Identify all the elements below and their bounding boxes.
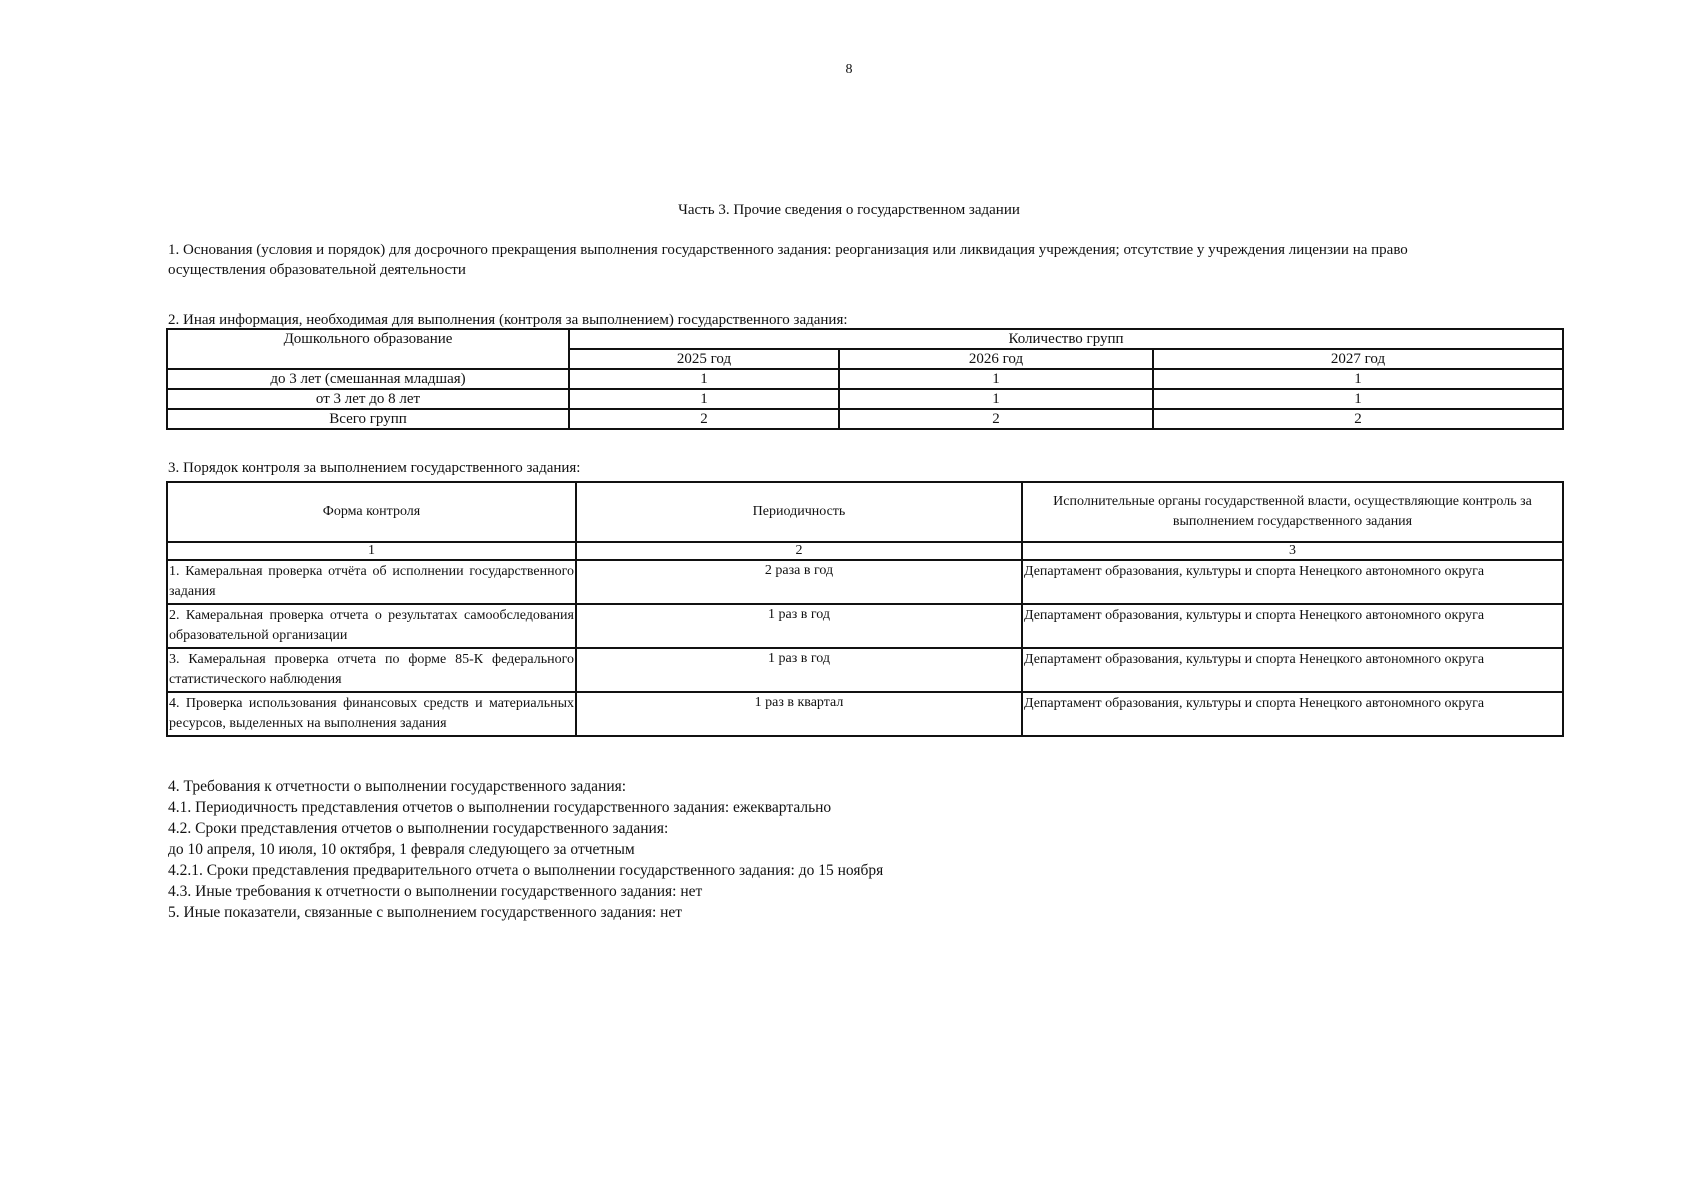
column-number: 2 [576,542,1022,560]
control-procedure-heading: 3. Порядок контроля за выполнением государственного задания: [168,460,581,476]
group-count: 2 [569,409,839,429]
reporting-requirements-heading: 4. Требования к отчетности о выполнении государственного задания: [168,778,627,795]
group-count: 1 [1153,369,1563,389]
group-count: 1 [569,389,839,409]
year-header: 2026 год [839,349,1153,369]
other-info-heading: 2. Иная информация, необходимая для выполнения (контроля за выполнением) государственного задания: [168,312,848,328]
early-termination-paragraph: 1. Основания (условия и порядок) для досрочного прекращения выполнения государственного задания: реорганизация или ликвидация учреждения; отсутствие у учреждения лицензии на право осуществления образовательной деятельности [168,242,1408,278]
group-label: Всего групп [167,409,569,429]
control-header-form: Форма контроля [167,482,576,542]
year-header: 2025 год [569,349,839,369]
control-period: 1 раз в квартал [576,692,1022,736]
control-form: 1. Камеральная проверка отчёта об исполнении государственного задания [167,560,576,604]
group-label: до 3 лет (смешанная младшая) [167,369,569,389]
group-count: 2 [839,409,1153,429]
preliminary-report-deadline: 4.2.1. Сроки представления предварительного отчета о выполнении государственного задания: до 15 ноября [168,862,884,879]
other-indicators: 5. Иные показатели, связанные с выполнением государственного задания: нет [168,904,683,921]
control-organ: Департамент образования, культуры и спорта Ненецкого автономного округа [1022,604,1563,648]
control-period: 1 раз в год [576,604,1022,648]
column-number: 1 [167,542,576,560]
groups-header-education: Дошкольного образование [167,329,569,369]
control-organ: Департамент образования, культуры и спорта Ненецкого автономного округа [1022,560,1563,604]
control-organ: Департамент образования, культуры и спорта Ненецкого автономного округа [1022,648,1563,692]
table-row [167,369,1563,389]
other-reporting-requirements: 4.3. Иные требования к отчетности о выполнении государственного задания: нет [168,883,703,900]
group-count: 1 [569,369,839,389]
group-count: 1 [1153,389,1563,409]
control-table [166,481,1564,737]
table-row [167,604,1563,648]
reporting-frequency: 4.1. Периодичность представления отчетов о выполнении государственного задания: ежеквартально [168,799,832,816]
groups-table [166,328,1564,430]
control-header-period: Периодичность [576,482,1022,542]
control-organ: Департамент образования, культуры и спорта Ненецкого автономного округа [1022,692,1563,736]
control-period: 2 раза в год [576,560,1022,604]
reporting-deadlines-heading: 4.2. Сроки представления отчетов о выполнении государственного задания: [168,820,669,837]
table-row [167,409,1563,429]
year-header: 2027 год [1153,349,1563,369]
group-label: от 3 лет до 8 лет [167,389,569,409]
groups-header-count: Количество групп [569,329,1563,349]
group-count: 2 [1153,409,1563,429]
table-row [167,389,1563,409]
column-number: 3 [1022,542,1563,560]
control-period: 1 раз в год [576,648,1022,692]
group-count: 1 [839,369,1153,389]
section-title: Часть 3. Прочие сведения о государственном задании [678,202,1020,218]
control-form: 2. Камеральная проверка отчета о результатах самообследования образовательной организации [167,604,576,648]
page-number: 8 [845,62,853,77]
table-row [167,692,1563,736]
table-row [167,648,1563,692]
group-count: 1 [839,389,1153,409]
control-header-organ: Исполнительные органы государственной власти, осуществляющие контроль за выполнением государственного задания [1022,482,1563,542]
control-form: 4. Проверка использования финансовых средств и материальных ресурсов, выделенных на выполнения задания [167,692,576,736]
reporting-deadlines: до 10 апреля, 10 июля, 10 октября, 1 февраля следующего за отчетным [168,841,635,858]
control-form: 3. Камеральная проверка отчета по форме 85-К федерального статистического наблюдения [167,648,576,692]
table-row [167,560,1563,604]
